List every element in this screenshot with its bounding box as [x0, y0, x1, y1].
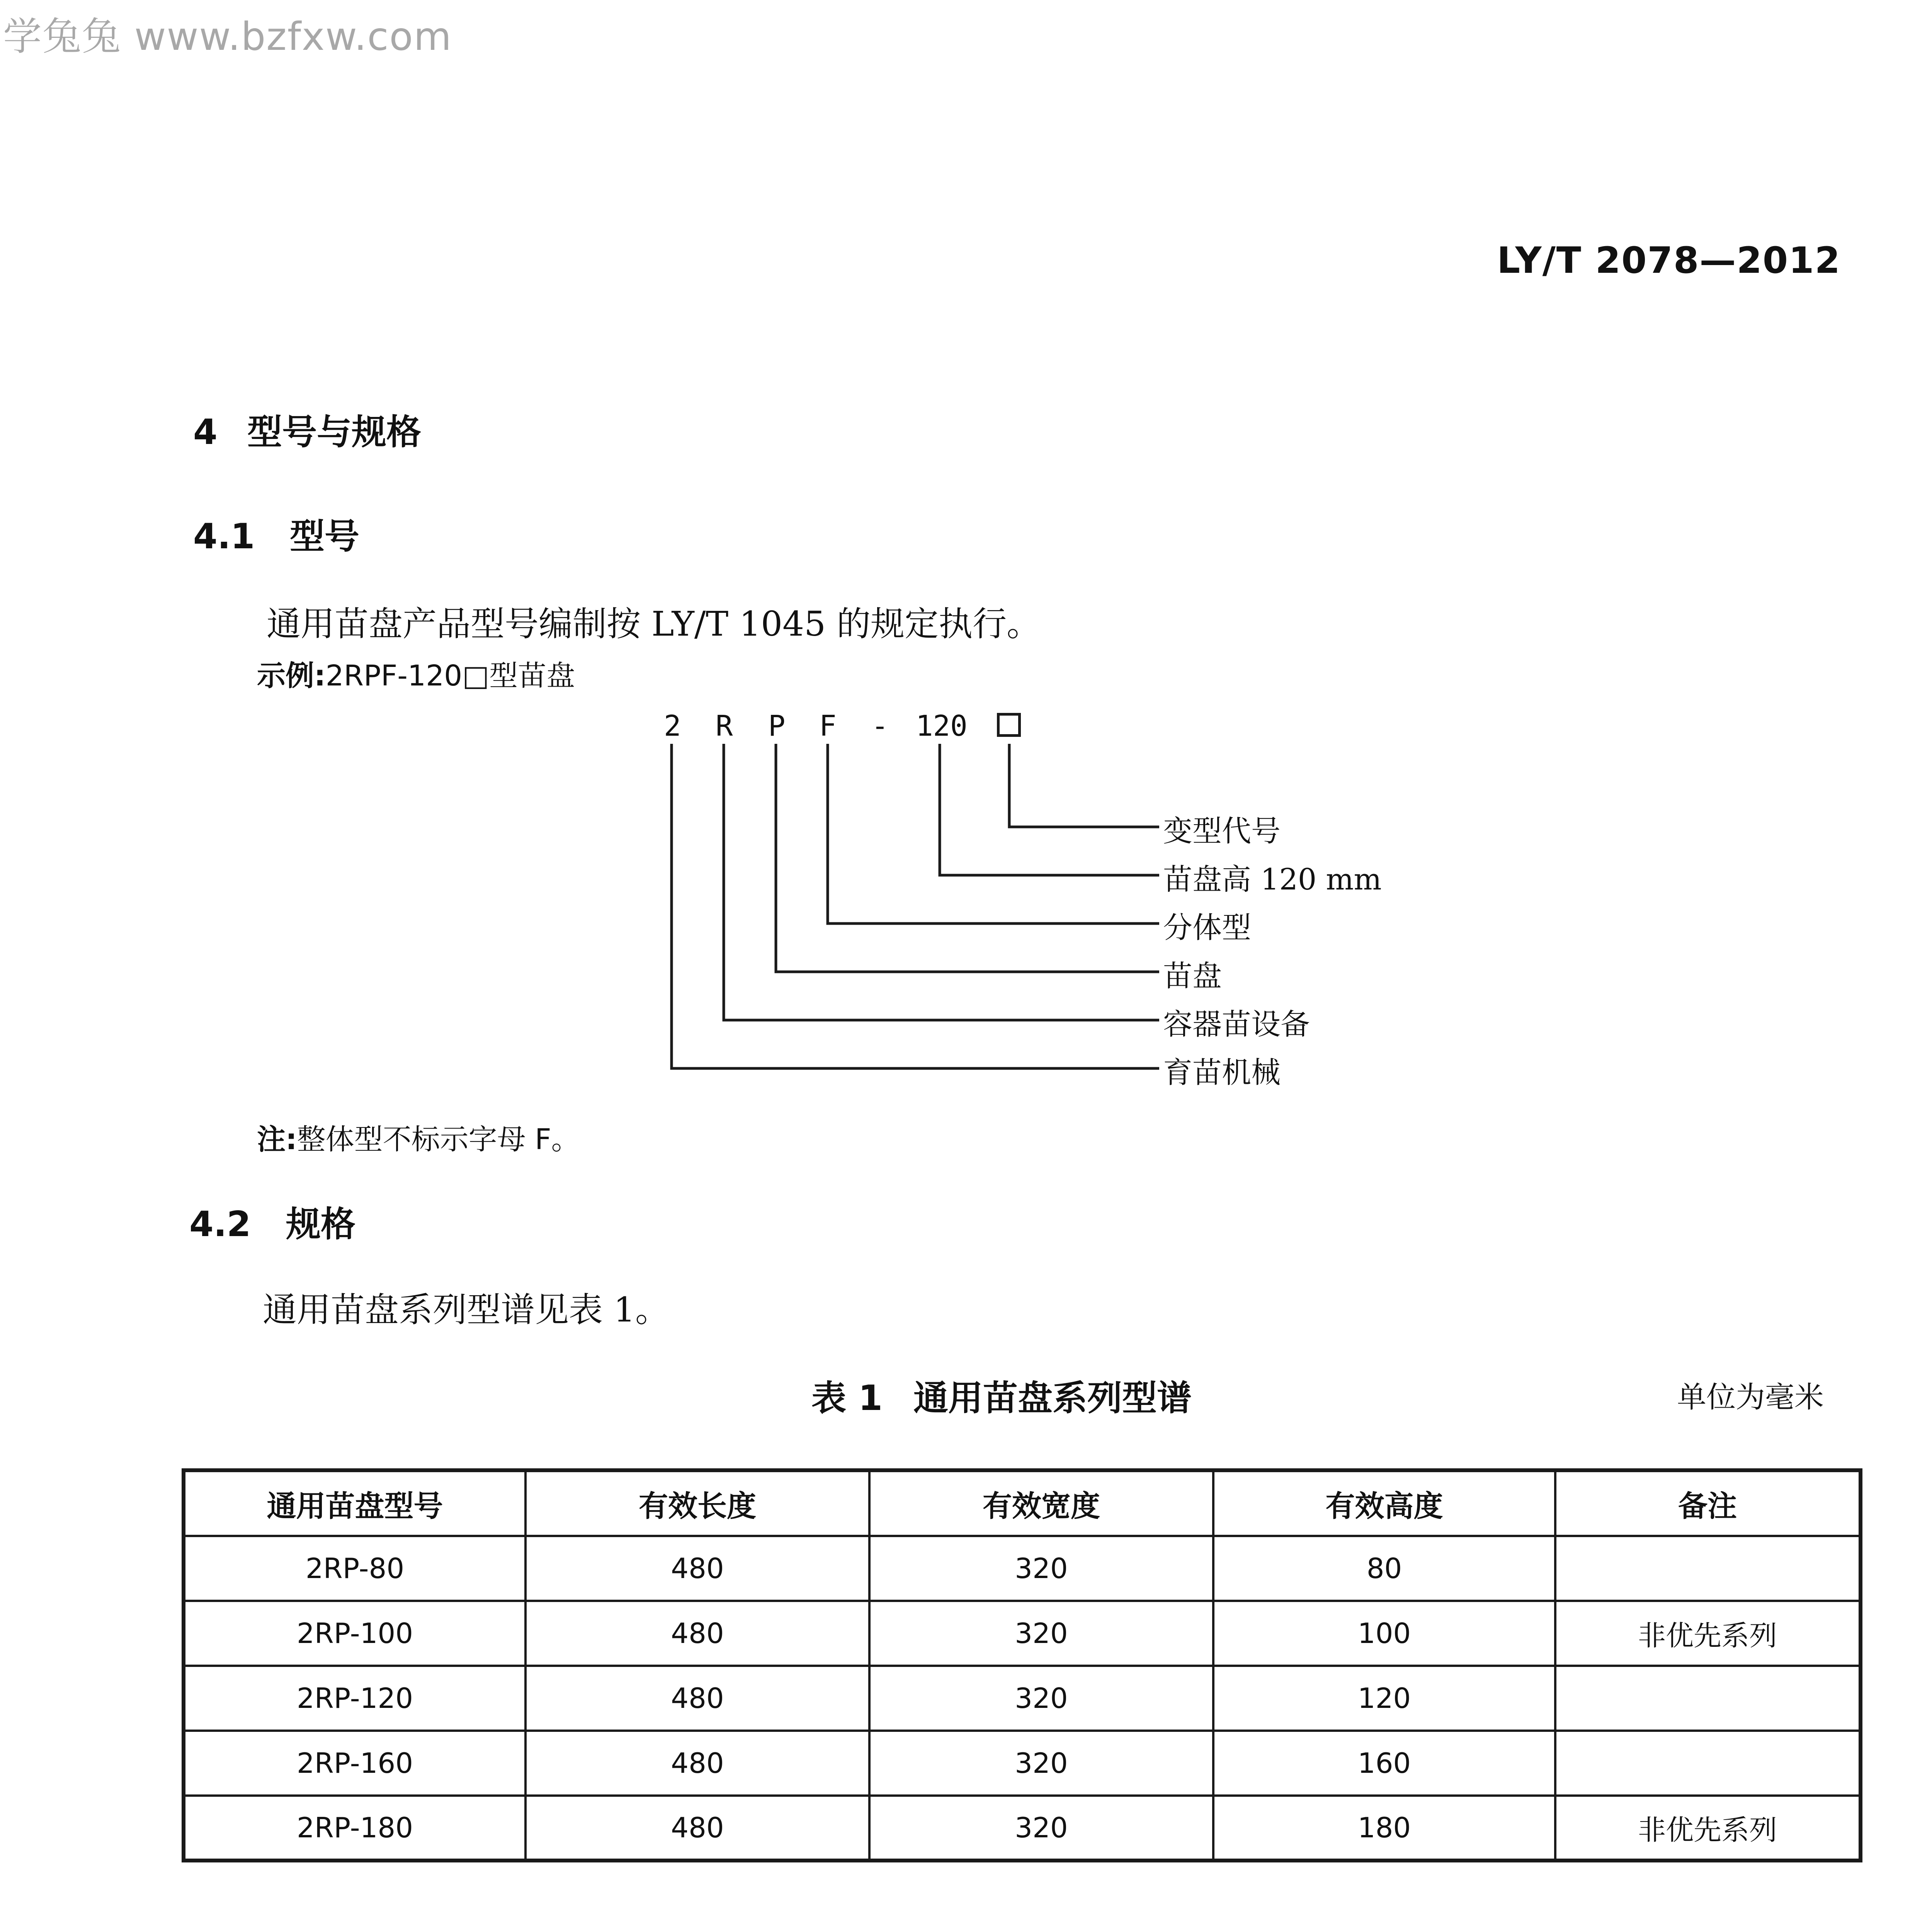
- table-title: 通用苗盘系列型谱: [913, 1378, 1192, 1418]
- table-1-caption: [811, 1370, 1192, 1420]
- cell-remark: 非优先系列: [1555, 1796, 1861, 1861]
- cell-eff-length: 480: [526, 1536, 869, 1601]
- cell-model: 2RP-80: [184, 1536, 526, 1601]
- paragraph-series-ref: 通用苗盘系列型谱见表 1。: [263, 1290, 669, 1330]
- section-4-2-heading: [189, 1196, 355, 1246]
- table-label: 表 1: [811, 1378, 883, 1418]
- code-char: 2: [664, 709, 681, 743]
- table-row: [184, 1666, 1861, 1731]
- leader-line-height: [940, 744, 1159, 875]
- header-cell: 有效长度: [526, 1470, 869, 1536]
- diagram-label: 变型代号: [1163, 814, 1281, 848]
- example-text: 2RPF-120□型苗盘: [325, 659, 575, 692]
- note-label: 注:: [257, 1123, 297, 1156]
- section-title: 型号与规格: [247, 412, 421, 452]
- table-row: [184, 1796, 1861, 1861]
- diagram-label: 容器苗设备: [1163, 1007, 1310, 1041]
- example-label: 示例:: [257, 659, 326, 692]
- header-cell: 备注: [1555, 1470, 1861, 1536]
- watermark: 学兔兔 www.bzfxw.com: [3, 14, 452, 59]
- section-title: 规格: [286, 1204, 355, 1245]
- cell-eff-width: 320: [869, 1796, 1213, 1861]
- cell-eff-length: 480: [526, 1731, 869, 1796]
- standard-number: LY/T 2078—2012: [1497, 240, 1841, 282]
- header-cell: 有效宽度: [869, 1470, 1213, 1536]
- code-char: P: [768, 709, 786, 743]
- section-number: 4.1: [193, 516, 255, 557]
- cell-eff-length: 480: [526, 1601, 869, 1666]
- table-row: [184, 1601, 1861, 1666]
- leader-line-variant: [1009, 744, 1159, 827]
- note-text: 整体型不标示字母 F。: [297, 1123, 580, 1156]
- cell-model: 2RP-160: [184, 1731, 526, 1796]
- header-cell: 有效高度: [1213, 1470, 1555, 1536]
- table-1: [182, 1468, 1862, 1862]
- table-1-unit: 单位为毫米: [1677, 1380, 1824, 1414]
- cell-remark: [1555, 1731, 1861, 1796]
- cell-remark: 非优先系列: [1555, 1601, 1861, 1666]
- cell-eff-width: 320: [869, 1666, 1213, 1731]
- code-char: F: [819, 709, 837, 743]
- section-number: 4.2: [189, 1204, 251, 1245]
- cell-eff-height: 100: [1213, 1601, 1555, 1666]
- cell-eff-width: 320: [869, 1601, 1213, 1666]
- table-row: [184, 1731, 1861, 1796]
- paragraph-model-rule: 通用苗盘产品型号编制按 LY/T 1045 的规定执行。: [267, 604, 1041, 644]
- cell-eff-width: 320: [869, 1731, 1213, 1796]
- cell-remark: [1555, 1666, 1861, 1731]
- leader-line-tray: [776, 744, 1159, 972]
- leader-line-container: [724, 744, 1159, 1020]
- table-row: [184, 1536, 1861, 1601]
- cell-eff-height: 120: [1213, 1666, 1555, 1731]
- leader-line-split: [828, 744, 1159, 923]
- header-cell: 通用苗盘型号: [184, 1470, 526, 1536]
- cell-eff-height: 160: [1213, 1731, 1555, 1796]
- code-char: -: [871, 709, 889, 743]
- diagram-label: 育苗机械: [1163, 1055, 1281, 1090]
- diagram-label: 苗盘: [1163, 959, 1222, 993]
- code-char: R: [716, 709, 733, 743]
- cell-model: 2RP-100: [184, 1601, 526, 1666]
- diagram-label: 苗盘高 120 mm: [1163, 862, 1382, 896]
- diagram-label: 分体型: [1163, 910, 1251, 945]
- cell-eff-height: 80: [1213, 1536, 1555, 1601]
- cell-remark: [1555, 1536, 1861, 1601]
- section-title: 型号: [290, 516, 359, 557]
- cell-eff-width: 320: [869, 1536, 1213, 1601]
- note-line: [257, 1117, 580, 1158]
- cell-eff-length: 480: [526, 1796, 869, 1861]
- table-header-row: [184, 1470, 1861, 1536]
- code-char: 120: [916, 709, 968, 743]
- cell-model: 2RP-180: [184, 1796, 526, 1861]
- section-number: 4: [193, 412, 218, 452]
- cell-eff-length: 480: [526, 1666, 869, 1731]
- cell-model: 2RP-120: [184, 1666, 526, 1731]
- cell-eff-height: 180: [1213, 1796, 1555, 1861]
